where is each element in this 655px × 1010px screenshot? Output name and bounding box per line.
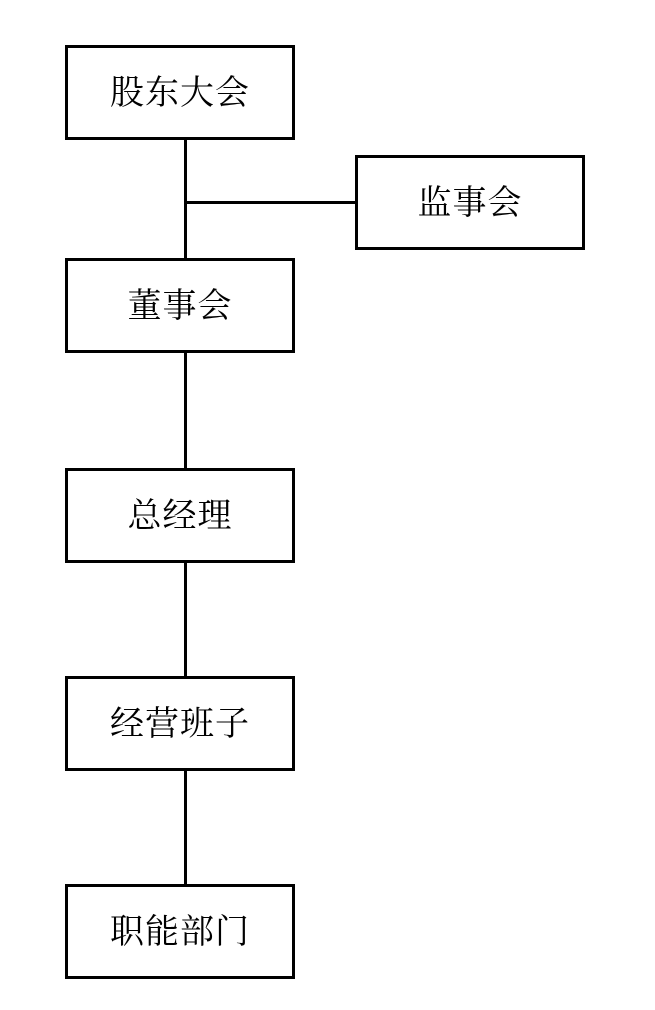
- connector-board-to-general-manager: [184, 353, 187, 468]
- connector-spine-to-supervisors: [184, 201, 355, 204]
- node-general-manager-label: 总经理: [127, 495, 233, 536]
- connector-management-team-to-functional-departments: [184, 771, 187, 884]
- node-supervisors-label: 监事会: [417, 182, 523, 223]
- node-shareholders: [65, 45, 295, 140]
- node-functional-departments-label: 职能部门: [110, 911, 250, 952]
- node-shareholders-label: 股东大会: [110, 72, 250, 113]
- connector-shareholders-to-board: [184, 140, 187, 258]
- node-board: [65, 258, 295, 353]
- node-management-team: [65, 676, 295, 771]
- node-board-label: 董事会: [127, 285, 233, 326]
- node-general-manager: [65, 468, 295, 563]
- connector-general-manager-to-management-team: [184, 563, 187, 676]
- node-supervisors: [355, 155, 585, 250]
- node-functional-departments: [65, 884, 295, 979]
- node-management-team-label: 经营班子: [110, 703, 250, 744]
